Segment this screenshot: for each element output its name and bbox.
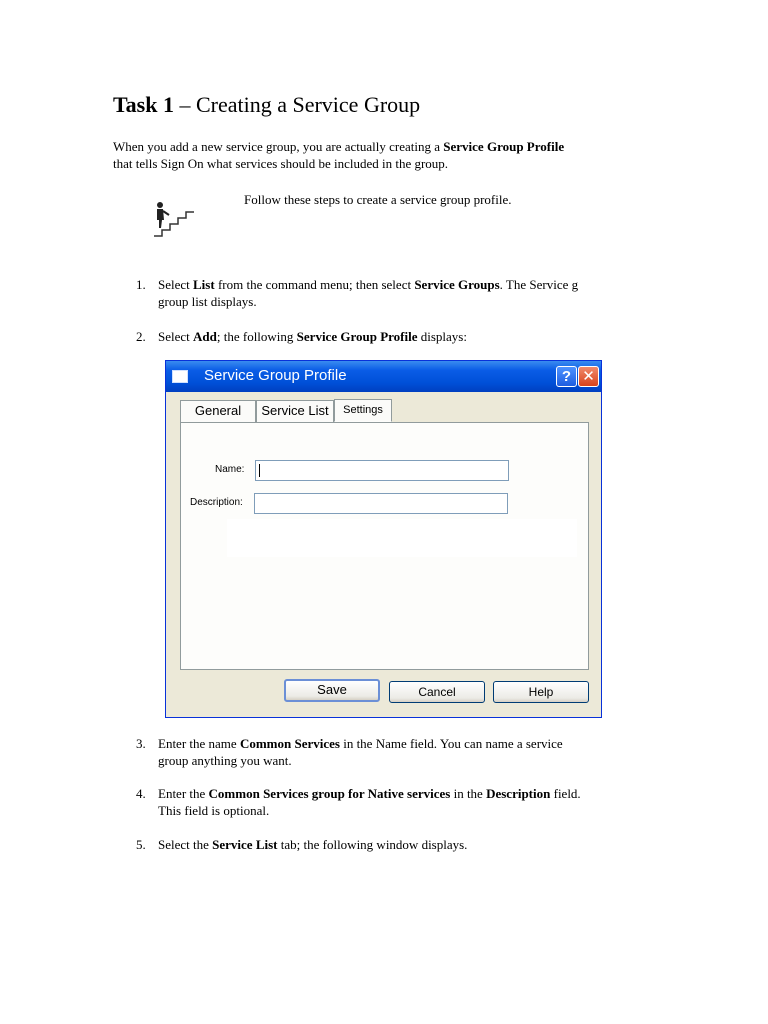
step-5 (136, 836, 676, 853)
help-icon[interactable]: ? (556, 366, 577, 387)
step-4 (136, 785, 676, 819)
dialog-titlebar[interactable] (166, 361, 601, 392)
text-caret (259, 464, 260, 477)
step-number: 5. (136, 837, 146, 852)
intro-line1-bold: Service Group Profile (443, 139, 565, 154)
tab-settings[interactable]: Settings (334, 399, 392, 422)
step-text: Enter the name Common Services in the Name field. You can name a service group anything you want. (158, 736, 563, 768)
title-text: – Creating a Service Group (173, 92, 421, 117)
step-number: 3. (136, 736, 146, 751)
intro-line1-text: When you add a new service group, you are actually creating a (113, 139, 444, 154)
title-task-number: Task 1 (113, 92, 174, 117)
step-text: Select the Service List tab; the following window displays. (158, 837, 468, 852)
step-text: Select Add; the following Service Group Profile displays: (158, 329, 467, 344)
name-input[interactable] (255, 460, 509, 481)
name-label: Name: (215, 464, 245, 475)
stairs-climber-icon (150, 198, 200, 240)
cancel-button[interactable]: Cancel (389, 681, 485, 703)
step-number: 1. (136, 277, 146, 292)
description-input[interactable] (254, 493, 508, 514)
blank-area (227, 519, 577, 557)
help-button[interactable]: Help (493, 681, 589, 703)
close-icon[interactable]: ✕ (578, 366, 599, 387)
intro-paragraph (113, 138, 673, 172)
step-3 (136, 735, 676, 769)
dialog-title: Service Group Profile (204, 367, 347, 384)
step-number: 4. (136, 786, 146, 801)
window-icon (172, 370, 188, 383)
tab-panel (180, 422, 589, 670)
service-group-profile-dialog (165, 360, 602, 718)
step-text: Select List from the command menu; then select Service Groups. The Service g group list displays. (158, 277, 579, 309)
intro-line2-text: that tells Sign On what services should be included in the group. (113, 156, 449, 171)
step-2 (136, 328, 676, 345)
step-number: 2. (136, 329, 146, 344)
follow-steps-text: Follow these steps to create a service group profile. (244, 192, 512, 207)
save-button[interactable]: Save (284, 679, 380, 702)
step-text: Enter the Common Services group for Native services in the Description field. This field is optional. (158, 786, 581, 818)
step-1 (136, 276, 676, 310)
tab-service-list[interactable]: Service List (256, 400, 334, 422)
description-label: Description: (190, 497, 243, 508)
tab-general[interactable]: General (180, 400, 256, 422)
page-title (113, 92, 420, 118)
